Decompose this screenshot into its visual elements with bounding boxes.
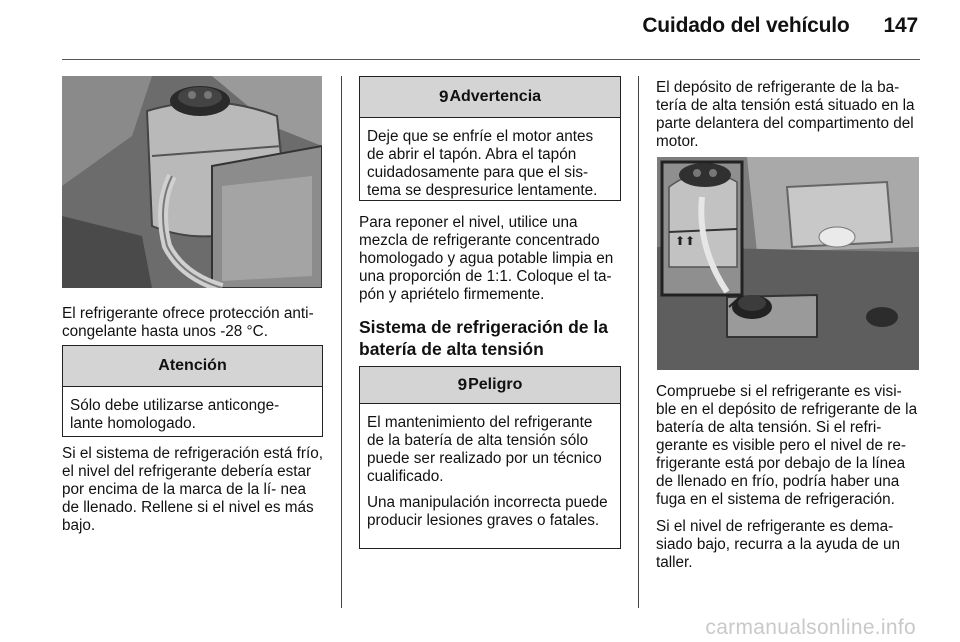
page-number: 147: [883, 14, 918, 37]
column-3-text-a: [656, 79, 920, 151]
warning-triangle-icon: 9: [438, 87, 449, 106]
antifreeze-paragraph: El refrigerante ofrece protección anti- congelante hasta unos -28 °C.: [62, 305, 314, 340]
check-coolant-paragraph: Compruebe si el refrigerante es visi- ble en el depósito de refrigerante de la batería de alta tensión. Si el refri- gerante es visible pero el nivel de re- frigerante está por debajo de la línea de llenado en frío, podría haber una fuga en el sistema de refrigeración.: [656, 383, 918, 508]
danger-text-1: El mantenimiento del refrigerante de la batería de alta tensión sólo puede ser realizado por un técnico cualificado.: [367, 414, 602, 485]
danger-box: [359, 366, 621, 549]
attention-box: [62, 345, 323, 437]
refill-paragraph: Para reponer el nivel, utilice una mezcla de refrigerante concentrado homologado y agua potable limpia en una proporción de 1:1. Coloque el ta- pón y apriételo firmemente.: [359, 214, 614, 303]
danger-title-bar: [360, 367, 620, 404]
column-1-text-b: [62, 445, 324, 535]
engine-coolant-reservoir-photo: [62, 76, 322, 288]
warning-title: Advertencia: [449, 88, 542, 105]
engine-photo-illustration: [62, 76, 322, 288]
fill-level-paragraph: Si el sistema de refrigeración está frío, el nivel del refrigerante debería estar por encima de la marca de la lí- nea de llenado. Rellene si el nivel es más bajo.: [62, 445, 324, 534]
battery-coolant-reservoir-photo: [657, 157, 919, 370]
warning-title-bar: [360, 77, 620, 118]
warning-text: Deje que se enfríe el motor antes de abrir el tapón. Abra el tapón cuidadosamente para que el sis- tema se despresurice lentamente.: [367, 128, 598, 199]
column-3-text-b: [656, 383, 922, 572]
danger-text-2: Una manipulación incorrecta puede producir lesiones graves o fatales.: [367, 494, 608, 529]
attention-title: Atención: [63, 346, 322, 387]
column-divider-1: [341, 76, 342, 608]
header-rule: [62, 59, 920, 60]
battery-photo-illustration: [657, 157, 919, 370]
watermark: carmanualsonline.info: [705, 616, 916, 639]
page-header: [642, 14, 918, 38]
attention-text: Sólo debe utilizarse anticonge- lante homologado.: [70, 397, 280, 432]
low-level-paragraph: Si el nivel de refrigerante es dema- siado bajo, recurra a la ayuda de un taller.: [656, 518, 901, 571]
danger-title: Peligro: [468, 376, 523, 393]
section-title: Cuidado del vehículo: [642, 14, 850, 37]
section-heading: Sistema de refrigeración de la batería de alta tensión: [359, 317, 608, 359]
warning-triangle-icon: 9: [457, 375, 468, 394]
column-2-text-a: [359, 214, 623, 304]
danger-body: [360, 404, 620, 530]
column-divider-2: [638, 76, 639, 608]
reservoir-location-paragraph: El depósito de refrigerante de la ba- tería de alta tensión está situado en la parte delantera del compartimento del motor.: [656, 79, 915, 150]
svg-text:⬆⬆: ⬆⬆: [675, 234, 696, 248]
warning-box: [359, 76, 621, 201]
column-1-text-a: [62, 305, 324, 341]
